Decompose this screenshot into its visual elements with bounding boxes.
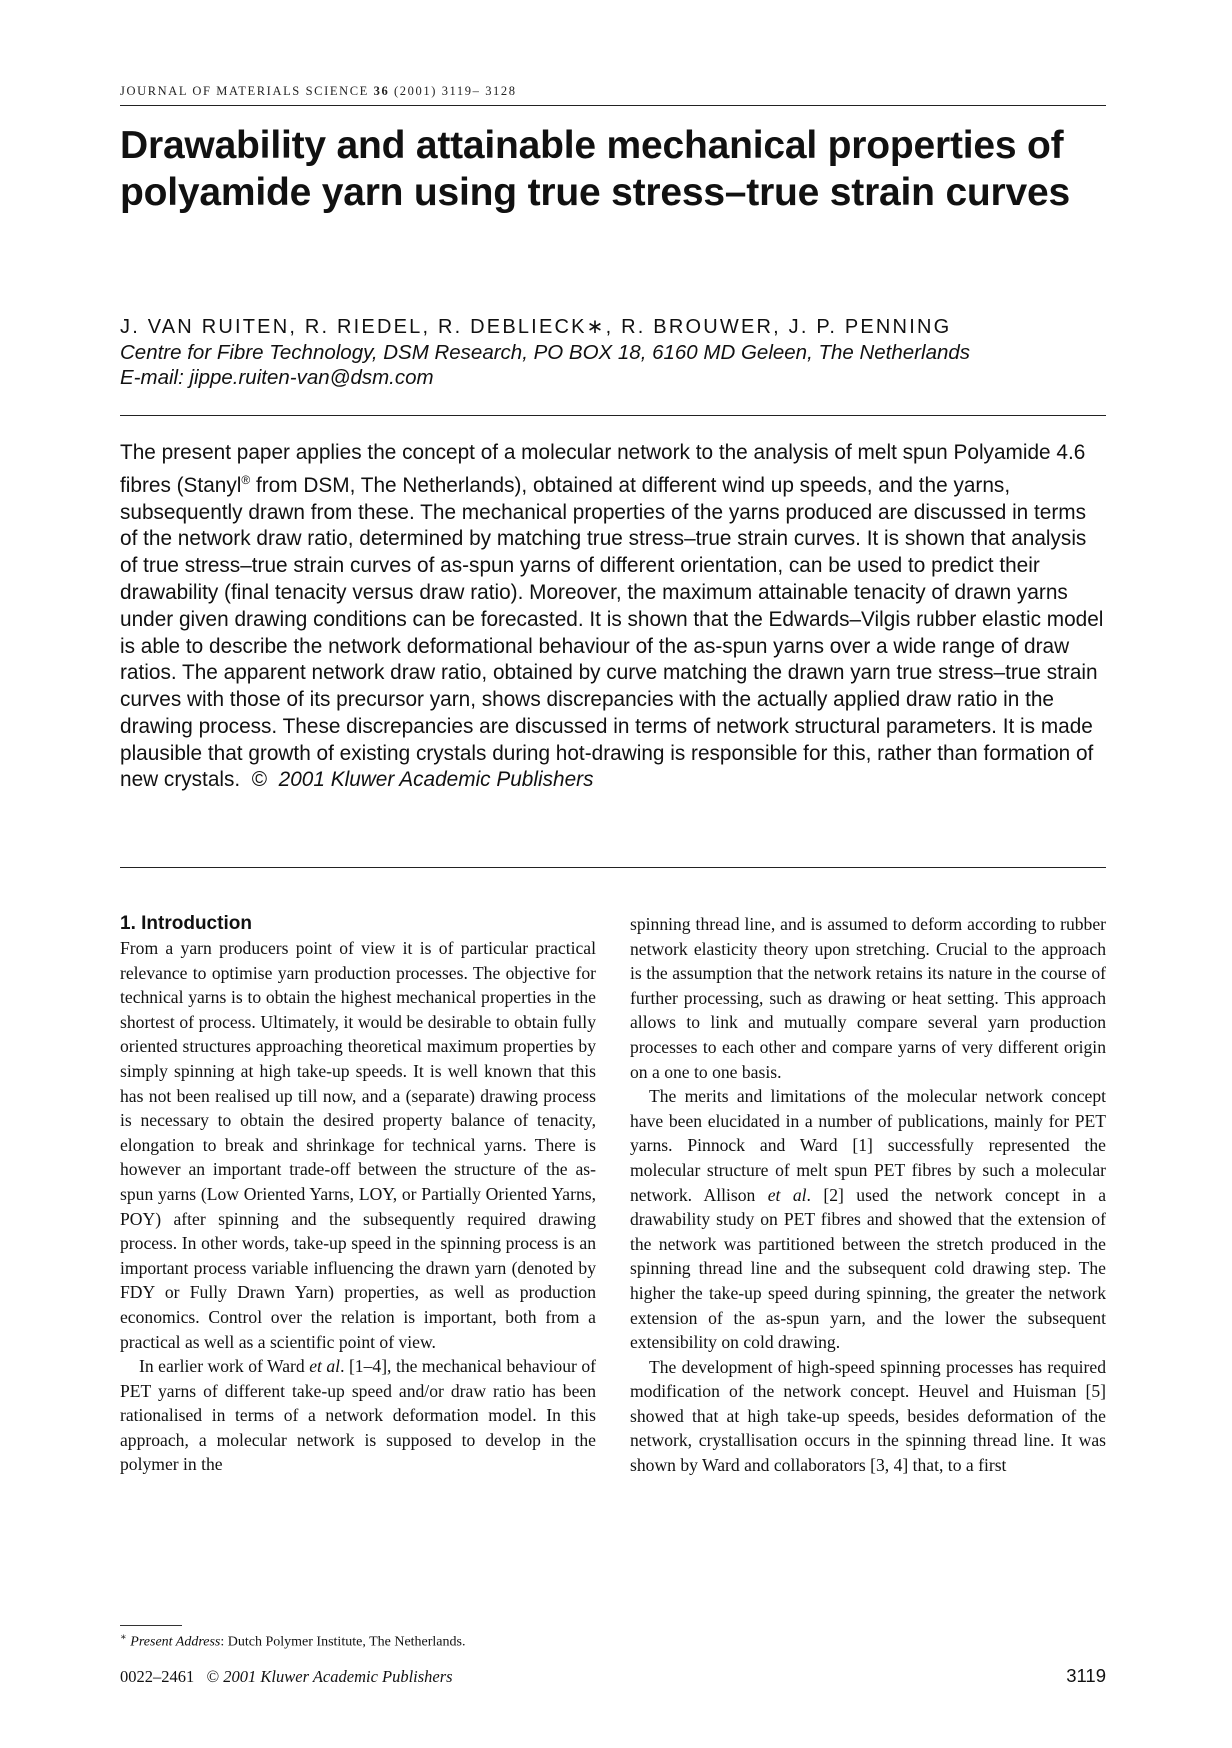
copyright-icon: © <box>206 1667 220 1686</box>
registered-mark: ® <box>241 472 251 487</box>
paragraph <box>120 1354 596 1477</box>
abstract-text-part-2: from DSM, The Netherlands), obtained at different wind up speeds, and the yarns, subsequently drawn from these. The mechanical properties of the yarns produced are discussed in terms of the network draw ratio, determined by matching true stress–true strain curves. It is shown that analysis of true stress–true strain curves of as-spun yarns of different orientation, can be used to predict their drawability (final tenacity versus draw ratio). Moreover, the maximum attainable tenacity of drawn yarns under given drawing conditions can be forecasted. It is shown that the Edwards–Vilgis rubber elastic model is able to describe the network deformational behaviour of the as-spun yarns over a wide range of draw ratios. The apparent network draw ratio, obtained by curve matching the drawn yarn true stress–true strain curves with those of its precursor yarn, shows discrepancies with the actually applied draw ratio in the drawing process. These discrepancies are discussed in terms of network structural parameters. It is made plausible that growth of existing crystals during hot-drawing is responsible for this, rather than formation of new crystals. <box>120 473 1104 792</box>
footnote-divider <box>120 1625 182 1626</box>
paragraph: From a yarn producers point of view it is of particular practical relevance to optimise yarn production processes. The objective for technical yarns is to obtain the highest mechanical properties in the shortest of process. Ultimately, it would be desirable to obtain fully oriented structures approaching theoretical maximum properties by simply spinning at high take-up speeds. It is well known that this has not been realised up till now, and a (separate) drawing process is necessary to obtain the desired property balance of tenacity, elongation to break and shrinkage for technical yarns. There is however an important trade-off between the structure of the as-spun yarns (Low Oriented Yarns, LOY, or Partially Oriented Yarns, POY) after spinning and the subsequently required drawing process. In other words, take-up speed in the spinning process is an important process variable influencing the drawn yarn (denoted by FDY or Fully Drawn Yarn) properties, as well as production economics. Control over the relation is important, both from a practical as well as a scientific point of view. <box>120 938 596 1352</box>
abstract-copyright: 2001 Kluwer Academic Publishers <box>278 768 594 792</box>
paragraph <box>630 1084 1106 1355</box>
abstract-text-part-1: The present paper applies the concept of a molecular network to the analysis of melt spun Polyamide 4.6 fibres (Stanyl <box>120 441 1086 497</box>
footnote-text: : Dutch Polymer Institute, The Netherlands. <box>220 1634 466 1650</box>
paragraph: spinning thread line, and is assumed to deform according to rubber network elasticity theory upon stretching. Crucial to the approach is the assumption that the network retains its nature in the course of further processing, such as drawing or heat setting. This approach allows to link and mutually compare several yarn production processes to each other and compare yarns of very different origin on a one to one basis. <box>630 914 1106 1082</box>
paragraph-text: The merits and limitations of the molecular network concept have been elucidated in a number of publications, mainly for PET yarns. Pinnock and Ward [1] successfully represented the molecular structure of melt spun PET fibres by such a molecular network. Allison <box>630 1086 1106 1205</box>
left-column <box>120 912 596 1477</box>
et-al: et al <box>767 1184 807 1205</box>
page-footer <box>120 1667 453 1687</box>
right-column <box>630 912 1106 1478</box>
section-heading: 1. Introduction <box>120 913 252 934</box>
journal-year-pages: (2001) 3119– 3128 <box>394 84 517 98</box>
abstract-top-divider <box>120 415 1106 416</box>
paragraph-text: . [2] used the network concept in a drawability study on PET fibres and showed that the extension of the network was partitioned between the stretch produced in the spinning thread line and the subsequent cold drawing step. The higher the take-up speed during spinning, the greater the network extension of the as-spun yarn, and the lower the subsequent extensibility on cold drawing. <box>630 1184 1106 1353</box>
email: E-mail: jippe.ruiten-van@dsm.com <box>120 366 434 389</box>
running-header <box>120 84 1106 106</box>
et-al: et al <box>309 1356 341 1377</box>
abstract <box>120 440 1106 794</box>
affiliation: Centre for Fibre Technology, DSM Research, PO BOX 18, 6160 MD Geleen, The Netherlands <box>120 341 971 364</box>
paper-title: Drawability and attainable mechanical properties of polyamide yarn using true stress–true strain curves <box>120 124 1071 214</box>
author-list: J. VAN RUITEN, R. RIEDEL, R. DEBLIECK∗, R. BROUWER, J. P. PENNING <box>120 316 952 338</box>
footnote-label: Present Address <box>130 1634 221 1650</box>
copyright-icon: © <box>251 768 268 792</box>
publisher: 2001 Kluwer Academic Publishers <box>223 1667 453 1686</box>
author-block <box>120 314 1110 390</box>
paragraph-text: . [1–4], the mechanical behaviour of PET yarns of different take-up speed and/or draw ratio has been rationalised in terms of a network deformation model. In this approach, a molecular network is supposed to develop in the polymer in the <box>120 1356 597 1475</box>
footnote-marker: ∗ <box>120 1632 127 1643</box>
footnote <box>120 1632 465 1651</box>
journal-name: JOURNAL OF MATERIALS SCIENCE <box>120 84 369 98</box>
issn: 0022–2461 <box>120 1667 195 1686</box>
paragraph: The development of high-speed spinning processes has required modification of the network concept. Heuvel and Huisman [5] showed that at high take-up speeds, besides deformation of the network, crystallisation occurs in the spinning thread line. It was shown by Ward and collaborators [3, 4] that, to a first <box>630 1356 1106 1476</box>
page-number: 3119 <box>1066 1665 1106 1686</box>
paragraph-text: In earlier work of Ward <box>139 1356 310 1377</box>
journal-volume: 36 <box>373 84 390 98</box>
abstract-bottom-divider <box>120 867 1106 868</box>
